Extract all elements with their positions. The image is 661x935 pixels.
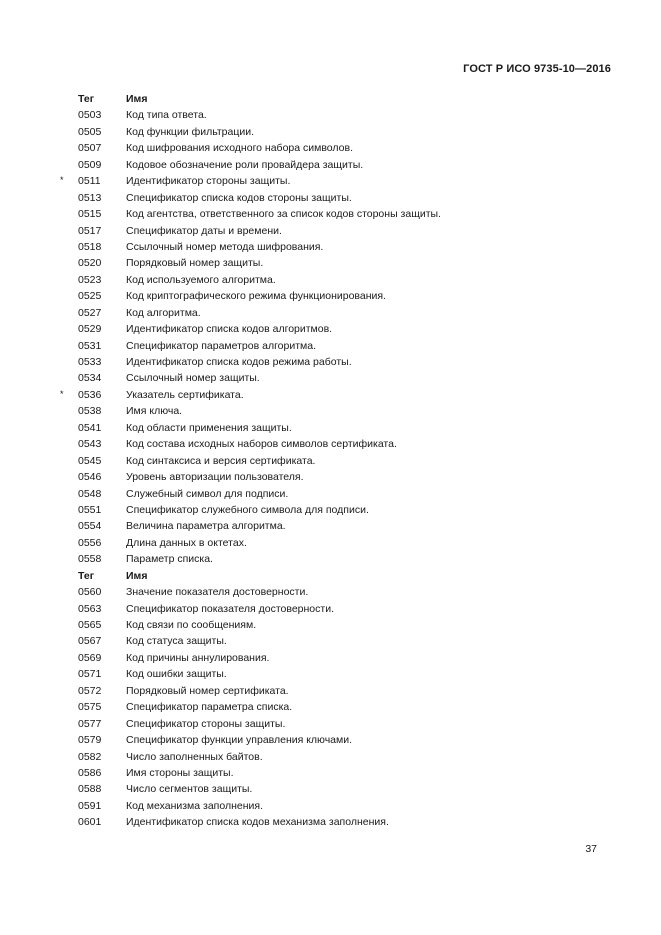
table-row	[57, 749, 617, 765]
tag-code: 0533	[78, 356, 102, 368]
tag-name: Имя стороны защиты.	[126, 766, 234, 779]
tag-code: 0505	[78, 125, 102, 138]
table-row	[57, 370, 617, 386]
tag-name: Идентификатор списка кодов механизма заполнения.	[126, 816, 389, 829]
table-row	[57, 781, 617, 797]
tag-code: 0545	[78, 454, 102, 467]
tag-code: 0560	[78, 586, 102, 599]
table-row	[57, 387, 617, 403]
tag-code: 0509	[78, 158, 102, 171]
tag-code: 0554	[78, 520, 102, 533]
table-row	[57, 798, 617, 814]
tag-name-table	[57, 91, 617, 831]
table-row	[57, 650, 617, 666]
tag-name: Служебный символ для подписи.	[126, 487, 289, 500]
column-header-tag: Тег	[78, 569, 95, 582]
asterisk-mark: *	[60, 388, 64, 399]
tag-code: 0517	[78, 224, 102, 237]
tag-code: 0571	[78, 668, 102, 681]
tag-code: 0527	[78, 306, 102, 319]
table-row	[57, 157, 617, 173]
table-row	[57, 633, 617, 649]
tag-name: Код состава исходных наборов символов сертификата.	[126, 438, 397, 451]
tag-code: 0511	[78, 175, 101, 188]
tag-name: Спецификатор параметров алгоритма.	[126, 339, 317, 352]
tag-code: 0507	[78, 142, 102, 155]
table-row	[57, 354, 617, 370]
document-standard-header: ГОСТ Р ИСО 9735-10—2016	[463, 63, 611, 75]
tag-name: Код механизма заполнения.	[126, 799, 264, 812]
table-row	[57, 239, 617, 255]
tag-code: 0572	[78, 684, 102, 697]
tag-code: 0563	[78, 602, 102, 615]
tag-code: 0513	[78, 191, 102, 204]
tag-name: Число заполненных байтов.	[126, 750, 263, 763]
tag-code: 0541	[78, 421, 102, 434]
tag-name: Код причины аннулирования.	[126, 651, 270, 664]
table-row	[57, 338, 617, 354]
table-row	[57, 699, 617, 715]
tag-name: Спецификатор стороны защиты.	[126, 717, 286, 730]
table-row	[57, 420, 617, 436]
table-row	[57, 190, 617, 206]
tag-code: 0534	[78, 372, 102, 385]
tag-name: Код синтаксиса и версия сертификата.	[126, 454, 316, 467]
tag-name: Код статуса защиты.	[126, 635, 227, 648]
table-row	[57, 469, 617, 485]
tag-code: 0579	[78, 734, 102, 747]
tag-name: Код связи по сообщениям.	[126, 619, 257, 631]
column-header-tag: Тег	[78, 93, 95, 105]
tag-name: Спецификатор списка кодов стороны защиты.	[126, 191, 352, 204]
column-header-name: Имя	[126, 569, 148, 582]
tag-code: 0586	[78, 766, 102, 779]
tag-code: 0601	[78, 816, 102, 829]
tag-code: 0567	[78, 635, 102, 648]
tag-code: 0577	[78, 717, 102, 730]
tag-code: 0582	[78, 750, 102, 763]
table-row	[57, 223, 617, 239]
tag-code: 0556	[78, 536, 102, 549]
tag-name: Спецификатор функции управления ключами.	[126, 734, 353, 747]
asterisk-mark: *	[60, 175, 64, 186]
table-row	[57, 765, 617, 781]
tag-name: Значение показателя достоверности.	[126, 586, 309, 599]
tag-code: 0529	[78, 323, 102, 336]
tag-code: 0575	[78, 701, 102, 714]
tag-name: Порядковый номер защиты.	[126, 257, 264, 270]
tag-code: 0518	[78, 240, 102, 253]
tag-name: Кодовое обозначение роли провайдера защиты.	[126, 158, 364, 171]
tag-name: Ссылочный номер защиты.	[126, 372, 260, 385]
tag-code: 0569	[78, 651, 102, 664]
tag-name: Код алгоритма.	[126, 306, 201, 319]
tag-code: 0548	[78, 487, 102, 500]
tag-code: 0503	[78, 109, 102, 122]
tag-name: Код функции фильтрации.	[126, 125, 255, 138]
tag-code: 0525	[78, 290, 102, 303]
table-row	[57, 272, 617, 288]
tag-name: Величина параметра алгоритма.	[126, 520, 286, 533]
tag-code: 0520	[78, 257, 102, 270]
tag-name: Код типа ответа.	[126, 109, 207, 122]
tag-name: Порядковый номер сертификата.	[126, 684, 289, 697]
tag-code: 0515	[78, 208, 102, 221]
table-row	[57, 732, 617, 748]
table-row	[57, 502, 617, 518]
tag-code: 0531	[78, 339, 102, 352]
table-row	[57, 716, 617, 732]
tag-name: Параметр списка.	[126, 553, 213, 566]
table-row	[57, 403, 617, 419]
tag-name: Код криптографического режима функционирования.	[126, 290, 386, 303]
table-row	[57, 140, 617, 156]
table-row	[57, 255, 617, 271]
table-row	[57, 584, 617, 600]
table-row	[57, 436, 617, 452]
table-header-row	[57, 91, 617, 107]
page-number: 37	[585, 843, 597, 855]
tag-name: Спецификатор показателя достоверности.	[126, 602, 334, 615]
tag-code: 0588	[78, 783, 102, 796]
tag-code: 0538	[78, 405, 102, 418]
table-row	[57, 107, 617, 123]
table-row	[57, 617, 617, 633]
table-row	[57, 173, 617, 189]
table-row	[57, 683, 617, 699]
tag-name: Идентификатор списка кодов режима работы.	[126, 356, 352, 368]
tag-name: Идентификатор списка кодов алгоритмов.	[126, 323, 333, 336]
tag-code: 0536	[78, 388, 102, 401]
tag-name: Длина данных в октетах.	[126, 536, 247, 549]
tag-code: 0543	[78, 438, 102, 451]
table-row	[57, 453, 617, 469]
tag-name: Спецификатор даты и времени.	[126, 224, 282, 237]
tag-name: Код ошибки защиты.	[126, 668, 227, 681]
table-row	[57, 551, 617, 567]
tag-name: Идентификатор стороны защиты.	[126, 175, 291, 188]
column-header-name: Имя	[126, 93, 148, 105]
table-row	[57, 288, 617, 304]
tag-code: 0551	[78, 503, 102, 516]
tag-name: Код области применения защиты.	[126, 421, 292, 434]
tag-name: Число сегментов защиты.	[126, 783, 253, 796]
table-row	[57, 321, 617, 337]
table-row	[57, 601, 617, 617]
table-row	[57, 666, 617, 682]
tag-name: Ссылочный номер метода шифрования.	[126, 240, 324, 253]
table-row	[57, 535, 617, 551]
tag-name: Спецификатор служебного символа для подписи.	[126, 503, 369, 516]
tag-code: 0591	[78, 799, 102, 812]
tag-name: Код используемого алгоритма.	[126, 273, 276, 286]
table-row	[57, 206, 617, 222]
tag-name: Указатель сертификата.	[126, 388, 244, 401]
tag-name: Уровень авторизации пользователя.	[126, 471, 304, 484]
table-row	[57, 305, 617, 321]
tag-name: Спецификатор параметра списка.	[126, 701, 293, 714]
tag-code: 0546	[78, 471, 102, 484]
table-row	[57, 814, 617, 830]
table-row	[57, 518, 617, 534]
tag-code: 0558	[78, 553, 102, 566]
tag-name: Код агентства, ответственного за список кодов стороны защиты.	[126, 208, 441, 221]
tag-code: 0523	[78, 273, 102, 286]
tag-code: 0565	[78, 619, 102, 631]
tag-name: Код шифрования исходного набора символов.	[126, 142, 353, 155]
table-header-row	[57, 568, 617, 584]
table-row	[57, 486, 617, 502]
tag-name: Имя ключа.	[126, 405, 183, 418]
table-row	[57, 124, 617, 140]
